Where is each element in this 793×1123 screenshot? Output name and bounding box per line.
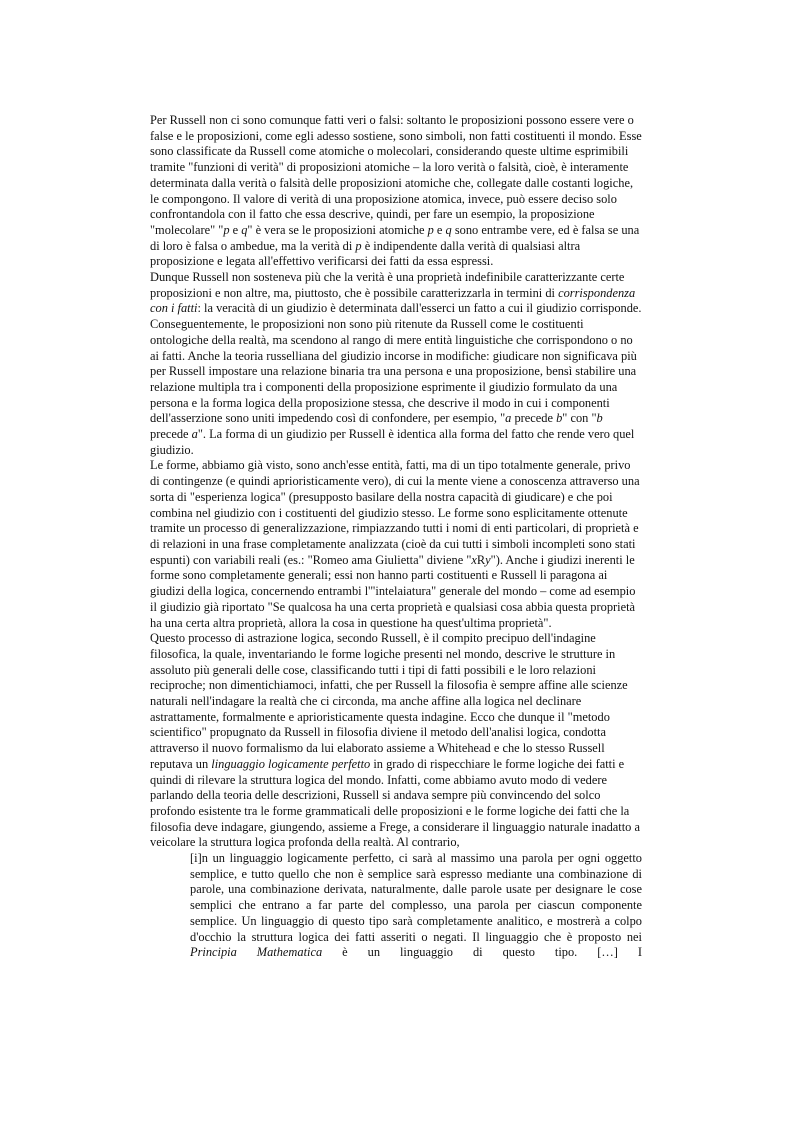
italic-text-run: a <box>505 411 512 426</box>
italic-text-run: linguaggio logicamente perfetto <box>211 756 371 771</box>
italic-text-run: y <box>485 552 491 567</box>
text-run: " è vera se le proposizioni atomiche <box>247 222 428 237</box>
italic-text-run: p <box>427 222 434 237</box>
text-run: [i]n un linguaggio logicamente perfetto, ci sarà al massimo una parola per ogni oggetto semplice, e tutto quello che non è semplice sarà espresso mediante una combinazione di parole, una combinazione derivata, naturalmente, dalle parole usate per designare le cose semplici che entrano a far parte del complesso, una parola per ciascun componente semplice. Un linguaggio di questo tipo sarà completamente analitico, e mostrerà a colpo d'occhio la struttura logica dei fatti asseriti o negati. Il linguaggio che è proposto nei <box>190 851 642 944</box>
paragraph-correspondence <box>150 270 642 458</box>
text-run: Per Russell non ci sono comunque fatti veri o falsi: soltanto le proposizioni possono essere vere o false e le proposizioni, come egli adesso sostiene, sono simboli, non fatti costituenti il mondo. Esse sono classificate da Russell come atomiche o molecolari, considerando queste ultime esprimibili tramite "funzioni di verità" di proposizioni atomiche – la loro verità o falsità, cioè, è interamente determinata dalla verità o falsità delle proposizioni atomiche che, collegate dalle costanti logiche, le compongono. Il valore di verità di una proposizione atomica, invece, può essere deciso solo confrontandola con il fatto che essa descrive, quindi, per fare un esempio, la proposizione "molecolare" " <box>150 113 642 237</box>
text-run: "). Anche i giudizi inerenti le forme sono completamente generali; essi non hanno parti costituenti e Russell li paragona ai giudizi della logica, concernendo entrambi l'"intelaiatura" generale del mondo – come ad esempio il giudizio già riportato "Se qualcosa ha una certa proprietà e qualsiasi cosa abbia questa proprietà ha una certa altra proprietà, allora la cosa in questione ha quest'ultima proprietà". <box>150 552 636 630</box>
italic-text-run: q <box>445 222 452 237</box>
italic-text-run: p <box>223 222 230 237</box>
text-run: Le forme, abbiamo già visto, sono anch'esse entità, fatti, ma di un tipo totalmente generale, privo di contingenze (e quindi aprioristicamente vero), di cui la mente viene a conoscenza attraverso una sorta di "esperienza logica" (presupposto basilare della nostra capacità di giudicare) e che poi combina nel giudizio con i costituenti del giudizio stesso. Le forme sono esplicitamente ottenute tramite un processo di generalizzazione, rimpiazzando tutti i nomi di enti particolari, di proprietà e di relazioni in una frase completamente analizzata (cioè da cui tutti i simboli incompleti sono stati espunti) con variabili reali (es.: "Romeo ama Giulietta" diviene " <box>150 458 640 567</box>
document-page <box>150 113 642 961</box>
text-run: Dunque Russell non sosteneva più che la verità è una proprietà indefinibile caratterizzante certe proposizioni e non altre, ma, piuttosto, che è possibile caratterizzarla in termini di <box>150 270 625 300</box>
italic-text-run: x <box>471 552 477 567</box>
paragraph-truth-functions <box>150 113 642 270</box>
italic-text-run: a <box>191 427 198 442</box>
paragraph-logical-forms <box>150 458 642 631</box>
italic-text-run: p <box>355 238 362 253</box>
text-run: in grado di rispecchiare le forme logiche dei fatti e quindi di rilevare la struttura logica del mondo. Infatti, come abbiamo avuto modo di vedere parlando della teoria delle descrizioni, Russell si andava sempre più convincendo del solco profondo esistente tra le forme grammaticali delle proposizioni e le forme logiche dei fatti che la filosofia deve indagare, giungendo, assieme a Frege, a considerare il linguaggio naturale inadatto a veicolare la struttura logica profonda della realtà. Al contrario, <box>150 756 640 850</box>
paragraph-logical-abstraction <box>150 631 642 851</box>
text-run: R <box>476 552 486 567</box>
italic-text-run: b <box>556 411 563 426</box>
text-run: " con " <box>562 411 597 426</box>
italic-text-run: b <box>596 411 603 426</box>
text-run: è indipendente dalla verità di qualsiasi altra proposizione e legata all'effettivo verificarsi dei fatti da essa espressi. <box>150 238 581 269</box>
italic-text-run: Principia Mathematica <box>190 945 323 960</box>
text-run: sono entrambe vere, ed è falsa se una di loro è falsa o ambedue, ma la verità di <box>150 222 640 253</box>
text-run: ". La forma di un giudizio per Russell è identica alla forma del fatto che rende vero quel giudizio. <box>150 427 635 457</box>
block-quote-perfect-language <box>190 851 642 961</box>
text-run: è un linguaggio di questo tipo. […] I <box>322 945 643 960</box>
text-run: Questo processo di astrazione logica, secondo Russell, è il compito precipuo dell'indagine filosofica, la quale, inventariando le forme logiche presenti nel mondo, descrive le strutture in assoluto più generali delle cose, classificando tutti i tipi di fatti possibili e le loro relazioni reciproche; non dimentichiamoci, infatti, che per Russell la filosofia è sempre affine alle scienze naturali nell'indagare la realtà che ci circonda, ma anche affine alla logica nel declinare astrattamente, formalmente e aprioristicamente questa indagine. Ecco che dunque il "metodo scientifico" propugnato da Russell in filosofia diviene il metodo dell'analisi logica, condotta attraverso il nuovo formalismo da lui elaborato assieme a Whitehead e che lo stesso Russell reputava un <box>150 631 628 771</box>
text-run: precede <box>150 427 192 442</box>
text-run: precede <box>511 411 557 426</box>
text-run: : la veracità di un giudizio è determinata dall'esserci un fatto a cui il giudizio corrisponde. Conseguentemente, le proposizioni non sono più ritenute da Russell come le costituenti ontologiche della realtà, ma scendono al rango di mere entità linguistiche che corrispondono o no ai fatti. Anche la teoria russelliana del giudizio incorse in modifiche: giudicare non significava più per Russell impostare una relazione binaria tra una persona e una proposizione, bensì stabilire una relazione multipla tra i componenti della proposizione esprimente il giudizio formulato da una persona e la forma logica della proposizione stessa, che descrive il modo in cui i componenti dell'asserzione sono uniti impedendo così di confondere, per esempio, " <box>150 301 642 426</box>
text-run: e <box>433 222 446 237</box>
italic-text-run: q <box>241 222 248 237</box>
italic-text-run: corrispondenza con i fatti <box>150 285 636 316</box>
text-run: e <box>229 222 242 237</box>
